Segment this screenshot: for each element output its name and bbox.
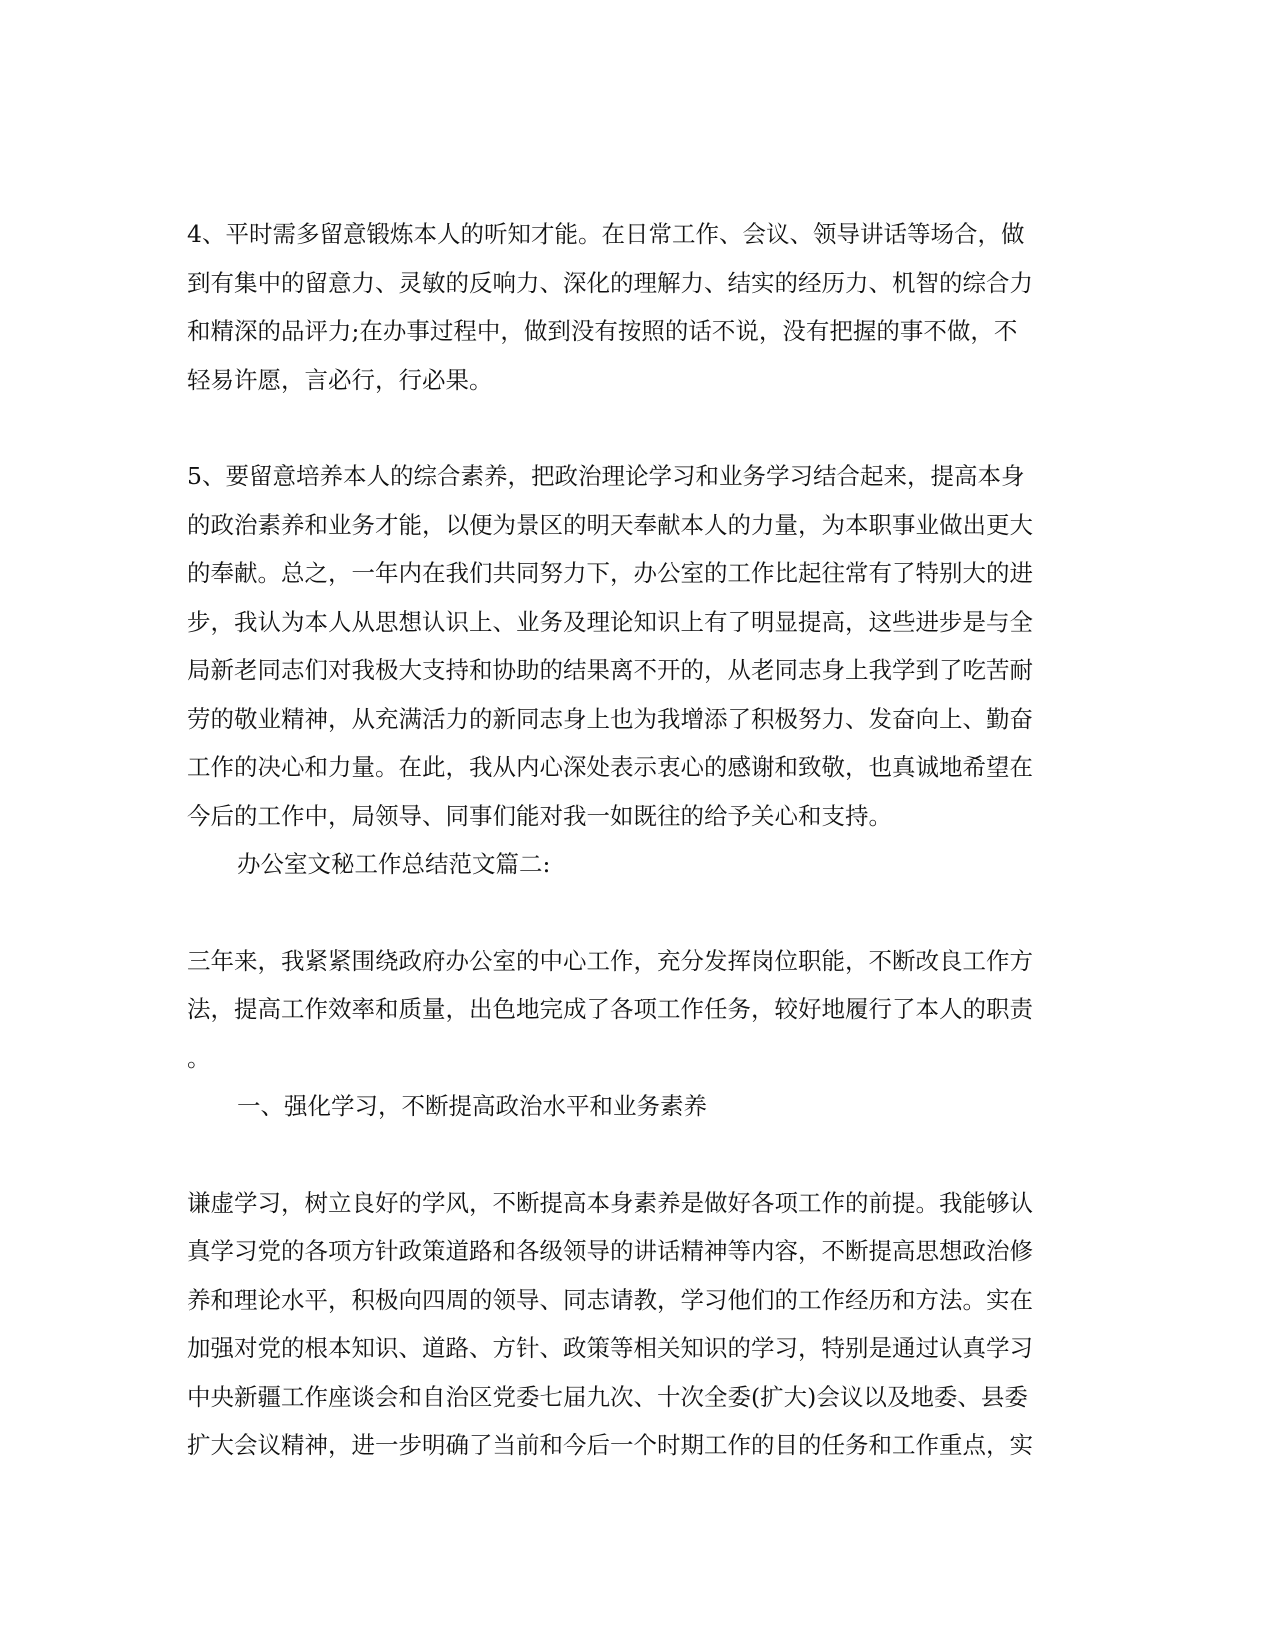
text-line: 4、平时需多留意锻炼本人的听知才能。在日常工作、会议、领导讲话等场合，做	[187, 220, 1025, 248]
paragraph-item-5	[187, 452, 1087, 840]
paragraph-spacer	[187, 1131, 1087, 1179]
text-line: 和精深的品评力;在办事过程中，做到没有按照的话不说，没有把握的事不做，不	[187, 317, 1018, 345]
document-body	[187, 210, 1087, 1470]
text-line: 劳的敬业精神，从充满活力的新同志身上也为我增添了积极努力、发奋向上、勤奋	[187, 704, 1033, 733]
text-line: 的政治素养和业务才能，以便为景区的明天奉献本人的力量，为本职事业做出更大	[187, 510, 1033, 539]
text-line: 真学习党的各项方针政策道路和各级领导的讲话精神等内容，不断提高思想政治修	[187, 1237, 1033, 1265]
paragraph-spacer	[187, 889, 1087, 937]
text-line: 中央新疆工作座谈会和自治区党委七届九次、十次全委(扩大)会议以及地委、县委	[187, 1382, 1028, 1411]
text-line: 的奉献。总之，一年内在我们共同努力下，办公室的工作比起往常有了特别大的进	[187, 559, 1033, 587]
text-line: 步，我认为本人从思想认识上、业务及理论知识上有了明显提高，这些进步是与全	[187, 607, 1033, 636]
text-line: 三年来，我紧紧围绕政府办公室的中心工作，充分发挥岗位职能，不断改良工作方	[187, 946, 1033, 975]
text-line: 今后的工作中，局领导、同事们能对我一如既往的给予关心和支持。	[187, 801, 892, 830]
text-line: 养和理论水平，积极向四周的领导、同志请教，学习他们的工作经历和方法。实在	[187, 1285, 1033, 1314]
subsection-heading: 一、强化学习，不断提高政治水平和业务素养	[237, 1092, 707, 1120]
text-line: 。	[187, 1043, 211, 1072]
text-line: 到有集中的留意力、灵敏的反响力、深化的理解力、结实的经历力、机智的综合力	[187, 268, 1033, 297]
paragraph-spacer	[187, 404, 1087, 452]
section-title: 办公室文秘工作总结范文篇二:	[237, 850, 551, 878]
text-line: 工作的决心和力量。在此，我从内心深处表示衷心的感谢和致敬，也真诚地希望在	[187, 753, 1033, 781]
text-line: 局新老同志们对我极大支持和协助的结果离不开的，从老同志身上我学到了吃苦耐	[187, 656, 1033, 684]
text-line: 扩大会议精神，进一步明确了当前和今后一个时期工作的目的任务和工作重点，实	[187, 1431, 1033, 1459]
paragraph-study	[187, 1179, 1087, 1470]
text-line: 谦虚学习，树立良好的学风，不断提高本身素养是做好各项工作的前提。我能够认	[187, 1188, 1033, 1217]
paragraph-intro	[187, 937, 1087, 1083]
text-line: 轻易许愿，言必行，行必果。	[187, 365, 493, 394]
text-line: 5、要留意培养本人的综合素养，把政治理论学习和业务学习结合起来，提高本身	[187, 462, 1025, 490]
paragraph-item-4	[187, 210, 1087, 404]
text-line: 法，提高工作效率和质量，出色地完成了各项工作任务，较好地履行了本人的职责	[187, 995, 1033, 1023]
text-line: 加强对党的根本知识、道路、方针、政策等相关知识的学习，特别是通过认真学习	[187, 1334, 1033, 1362]
